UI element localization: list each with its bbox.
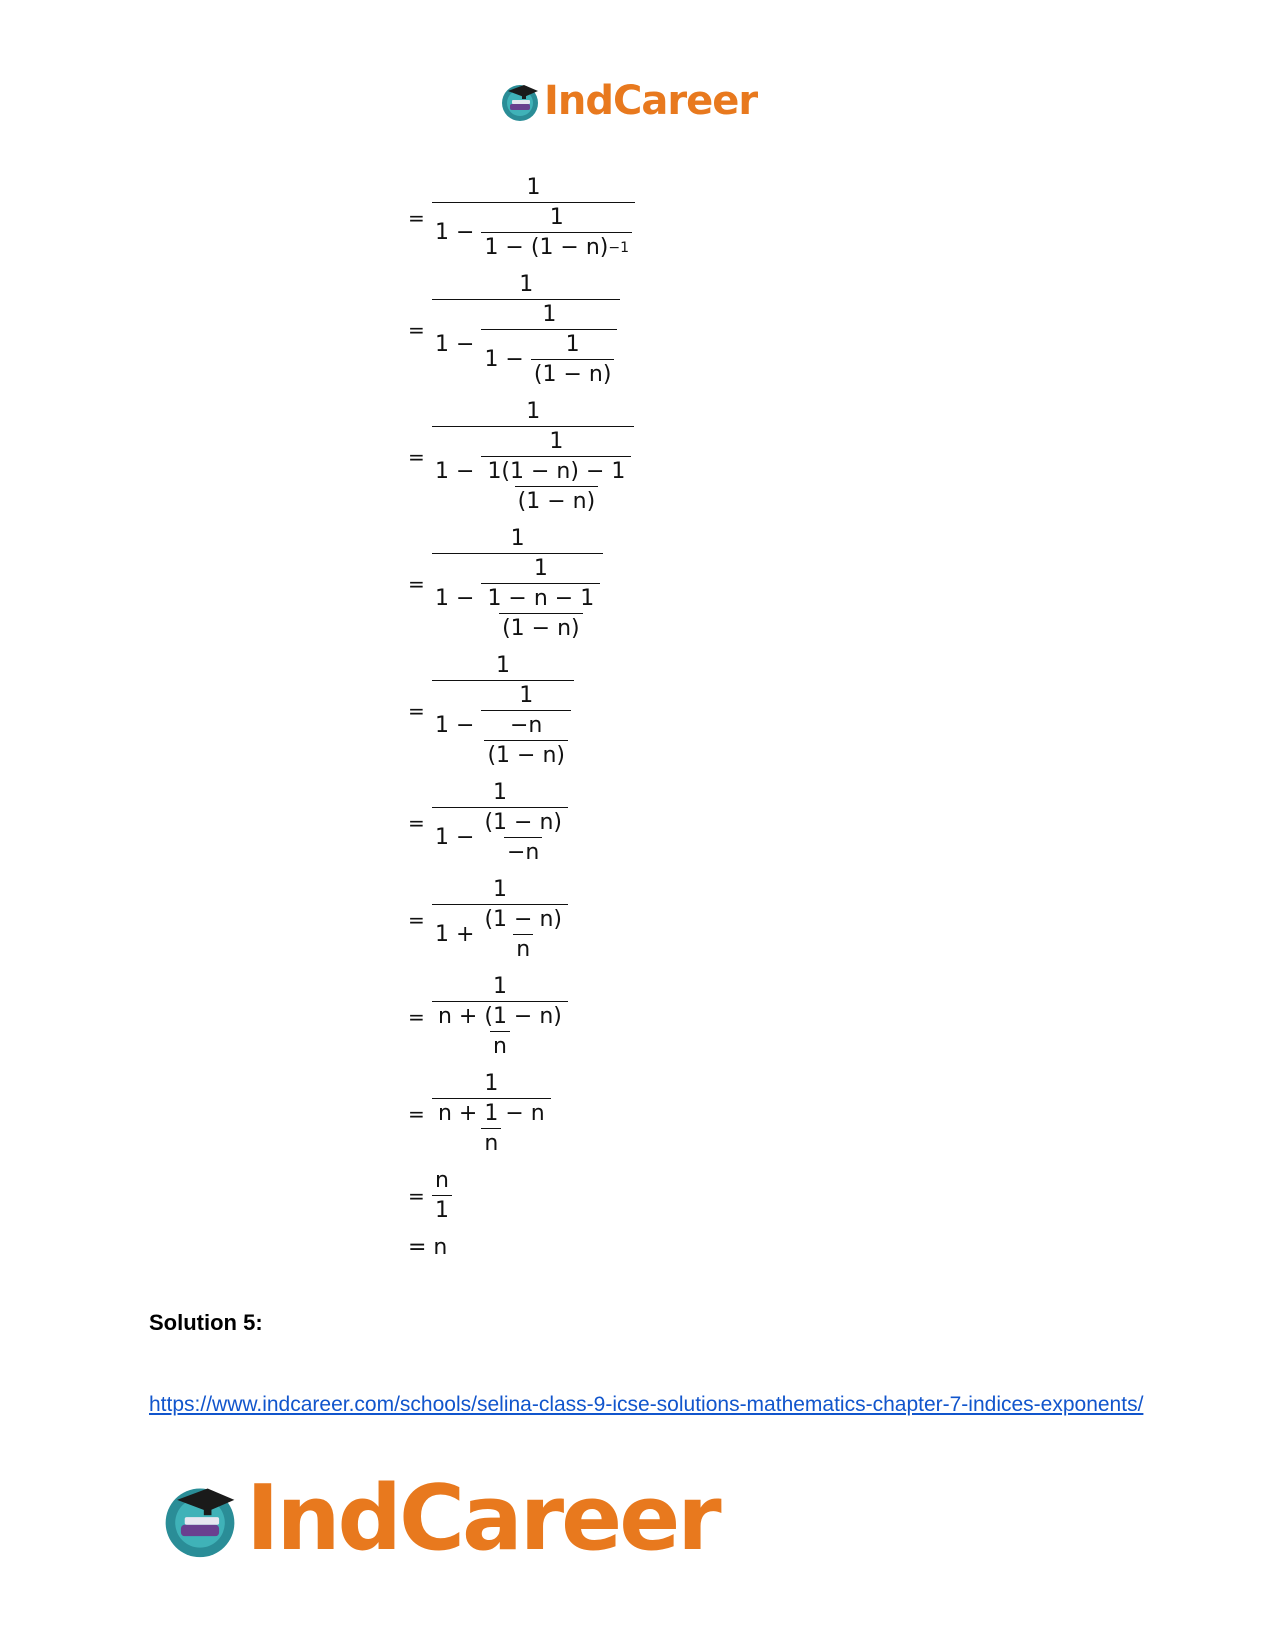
graduation-globe-icon bbox=[498, 79, 542, 123]
solution-heading: Solution 5: bbox=[149, 1310, 263, 1335]
math-step-10: = $\frac{n}{1}$ bbox=[408, 1168, 1008, 1223]
math-step-2: = 1 1 − 1 1 − $\frac{1}{(1 - n)}$ bbox=[408, 272, 1008, 387]
math-step-7: = 1 1 + $\frac{(1 - n)}{n}$ bbox=[408, 877, 1008, 962]
math-step-6: = 1 1 − $\frac{(1 - n)}{-n}$ bbox=[408, 780, 1008, 865]
logo-text: IndCareer bbox=[544, 78, 758, 124]
math-derivation bbox=[408, 175, 1008, 1272]
footer-logo bbox=[158, 1466, 719, 1571]
math-step-9: = $\frac{1}{\frac{n + 1 - n}{n}}$ bbox=[408, 1071, 1008, 1156]
math-step-5: = 1 1 − $\frac{1}{\frac{-n}{(1 - n)}}$ bbox=[408, 653, 1008, 768]
math-step-final: = n bbox=[408, 1235, 448, 1260]
math-step-1: = 1 1 − 1 1 − (1 − n) −1 bbox=[408, 175, 1008, 260]
source-link[interactable]: https://www.indcareer.com/schools/selina-class-9-icse-solutions-mathematics-chapter-7-indices-exponents/ bbox=[149, 1393, 1144, 1416]
math-step-4: = 1 1 − $\frac{1}{\frac{1 - n - 1}{(1 - n)}}$ bbox=[408, 526, 1008, 641]
graduation-globe-icon bbox=[158, 1477, 242, 1561]
math-step-8: = $\frac{1}{\frac{n + (1 - n)}{n}}$ bbox=[408, 974, 1008, 1059]
logo-text: IndCareer bbox=[246, 1466, 719, 1571]
header-logo bbox=[498, 78, 757, 124]
math-step-3: = 1 1 − $\frac{1}{\frac{1(1 - n) - 1}{(1 - n)}}$ bbox=[408, 399, 1008, 514]
